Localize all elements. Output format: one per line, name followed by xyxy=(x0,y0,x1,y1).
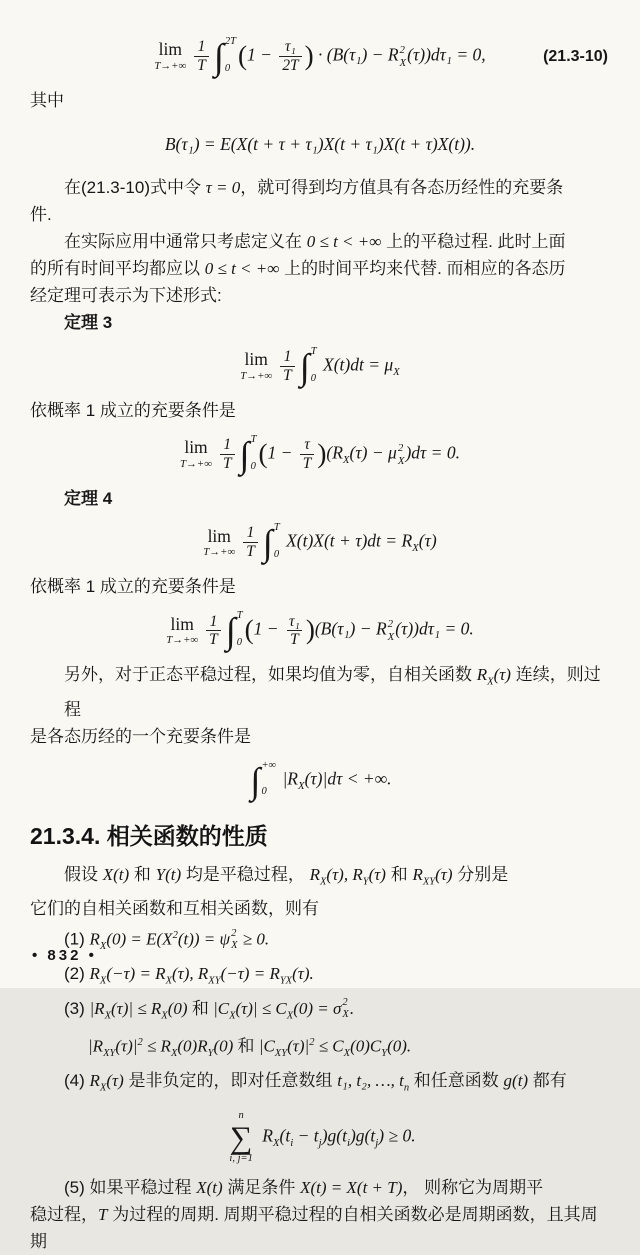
math-run: )g(t xyxy=(349,1125,376,1146)
fraction xyxy=(279,38,301,74)
sup-sub-stack xyxy=(231,928,237,952)
lower-limit: 0 xyxy=(236,636,243,648)
display-equation xyxy=(30,35,610,78)
superscript: 2 xyxy=(172,930,178,942)
math-run: (τ))dτ₁ = 0. xyxy=(395,618,474,639)
upper-limit: 2T xyxy=(224,36,236,47)
subscript: X xyxy=(161,1009,168,1021)
text-run: (2) xyxy=(64,964,90,984)
lower-limit: 0 xyxy=(250,460,256,472)
integral-operator xyxy=(300,345,317,388)
upper-limit: +∞ xyxy=(261,759,277,771)
subscript: X xyxy=(487,676,494,688)
math-run: (τ)|dτ < +∞. xyxy=(304,768,392,789)
property-item xyxy=(30,995,610,1029)
equation-body xyxy=(248,759,391,802)
subscript: i xyxy=(346,1137,350,1150)
text-run: 是非负定的，即对任意数组 xyxy=(123,1070,338,1090)
text-run: 和 xyxy=(191,998,209,1018)
subscript: X xyxy=(342,1009,349,1021)
text-run: 定理 4 xyxy=(64,489,113,509)
numerator: 1 xyxy=(283,348,292,366)
subscript: XY xyxy=(208,975,221,987)
math-run: X(t)X(t + τ)dt = R xyxy=(281,530,413,551)
fraction xyxy=(280,348,295,384)
subscript: Y xyxy=(207,1047,214,1059)
lower-limit: 0 xyxy=(310,372,317,384)
text-run: 它们的自相关函数和互相关函数，则有 xyxy=(30,899,319,919)
paragraph-line xyxy=(30,1201,610,1255)
limit-subscript: T→+∞ xyxy=(166,634,199,647)
equation-body xyxy=(166,609,474,652)
subscript: X xyxy=(319,876,327,888)
math-run: R xyxy=(476,665,488,685)
text-run: ，就可得到均方值具有各态历经性的充要条 xyxy=(240,178,564,198)
fraction xyxy=(243,524,258,560)
subscript: j xyxy=(318,1137,322,1150)
paragraph-line xyxy=(30,895,610,922)
limit-subscript: T→+∞ xyxy=(240,369,273,382)
superscript: 2 xyxy=(137,1036,143,1048)
limit-subscript: T→+∞ xyxy=(203,546,236,558)
superscript: 2 xyxy=(387,618,394,631)
math-run: (τ) − μ xyxy=(349,442,397,463)
display-equation xyxy=(30,609,610,652)
limit-word: lim xyxy=(207,525,231,546)
big-paren: ( xyxy=(244,614,254,645)
subscript: X xyxy=(297,779,305,792)
big-paren: ) xyxy=(304,40,314,71)
limit-word: lim xyxy=(158,39,182,60)
numerator: 1 xyxy=(223,436,232,454)
math-run: (τ) xyxy=(435,864,453,884)
display-equation xyxy=(30,123,610,165)
paragraph-line xyxy=(30,174,610,201)
text-run: 在(21.3-10)式中令 xyxy=(64,178,206,198)
text-run: 分别是 xyxy=(452,864,509,884)
lower-limit: 0 xyxy=(224,62,231,74)
math-run: . xyxy=(349,998,355,1018)
integral-operator xyxy=(226,609,243,652)
theorem-label xyxy=(30,485,610,512)
numerator: τ₁ xyxy=(288,612,300,630)
integral-operator xyxy=(214,35,236,78)
denominator: 2T xyxy=(279,56,301,75)
math-run: (0)R xyxy=(177,1036,208,1056)
math-run: (0) = E(X xyxy=(106,929,173,949)
math-run: (τ) xyxy=(493,665,511,685)
math-run: (0) = σ xyxy=(293,998,342,1018)
math-run: t₁, t₂, …, t xyxy=(337,1070,404,1090)
integral-sign: ∫ xyxy=(299,345,310,387)
equation-number: (21.3-10) xyxy=(543,47,608,65)
math-run: 1 − xyxy=(253,618,283,639)
numerator: 1 xyxy=(197,38,206,56)
upper-limit: T xyxy=(310,346,317,358)
summation-operator xyxy=(229,1110,252,1165)
math-run: (−τ) = R xyxy=(106,964,166,984)
denominator: T xyxy=(206,630,221,649)
display-equation xyxy=(30,759,610,802)
subscript: X xyxy=(99,1082,107,1094)
math-run: T xyxy=(98,1205,108,1225)
subscript: XY xyxy=(103,1047,116,1059)
superscript: 2 xyxy=(309,1036,315,1048)
superscript: 2 xyxy=(231,928,237,940)
numerator: τ xyxy=(304,436,310,454)
section-heading: 21.3.4. 相关函数的性质 xyxy=(30,822,268,849)
numerator: τ₁ xyxy=(285,38,296,56)
denominator: T xyxy=(220,454,235,473)
math-run: (τ)| xyxy=(287,1036,310,1056)
limit-word: lim xyxy=(244,349,268,370)
text-run: 都有 xyxy=(528,1070,567,1090)
subscript: X xyxy=(99,975,107,987)
fraction xyxy=(286,613,303,649)
math-run: R xyxy=(412,864,423,884)
integral-limits xyxy=(310,345,317,388)
integral-limits xyxy=(261,759,277,802)
math-run: − t xyxy=(293,1125,319,1146)
math-run: |C xyxy=(208,998,230,1018)
paragraph-line xyxy=(30,228,610,255)
integral-sign: ∫ xyxy=(239,434,250,475)
limit-operator xyxy=(203,525,236,558)
math-run: ≤ C xyxy=(314,1036,344,1056)
numerator: 1 xyxy=(246,524,255,542)
superscript: 2 xyxy=(399,44,405,57)
math-run: Y(t) xyxy=(155,864,182,884)
integral-sign: ∫ xyxy=(213,35,224,77)
text-run: 的所有时间平均都应以 xyxy=(30,259,205,279)
text-run: 件. xyxy=(30,205,52,225)
text-run: 依概率 1 成立的充要条件是 xyxy=(30,577,236,597)
math-run: )dτ = 0. xyxy=(405,442,460,463)
math-run: (τ)| xyxy=(115,1036,138,1056)
text-run: (5) 如果平稳过程 xyxy=(64,1178,197,1198)
fraction xyxy=(206,613,221,649)
math-run: |R xyxy=(89,998,105,1018)
paragraph-line xyxy=(30,282,610,309)
big-paren: ) xyxy=(305,614,315,645)
math-run: )g(t xyxy=(321,1125,347,1146)
text-run: 在实际应用中通常只考虑定义在 xyxy=(64,232,307,252)
equation-body xyxy=(165,134,475,155)
math-run: (0). xyxy=(387,1036,412,1056)
text-run: 其中 xyxy=(30,91,64,111)
equation-body xyxy=(203,521,436,564)
numerator: 1 xyxy=(209,612,218,630)
integral-sign: ∫ xyxy=(225,610,236,652)
subscript: X xyxy=(397,454,405,467)
limit-operator xyxy=(154,41,186,71)
subscript: X xyxy=(231,940,238,952)
display-equation xyxy=(30,521,610,564)
math-run: (R xyxy=(326,442,343,463)
math-run: · (B(τ₁) − R xyxy=(313,44,399,65)
integral-operator xyxy=(240,433,257,476)
superscript: 2 xyxy=(342,996,348,1008)
subscript: XY xyxy=(274,1047,288,1059)
lower-limit: i, j=1 xyxy=(229,1152,253,1164)
text-run: 假设 xyxy=(64,864,103,884)
limit-operator xyxy=(180,439,212,469)
text-run: 依概率 1 成立的充要条件是 xyxy=(30,401,236,421)
math-run: (t xyxy=(279,1125,291,1146)
math-run: g(t) xyxy=(503,1070,529,1090)
equation-body xyxy=(240,345,400,388)
math-run: (0) xyxy=(167,998,192,1018)
subscript: X xyxy=(342,454,350,467)
paragraph-line xyxy=(30,87,610,114)
sup-sub-stack xyxy=(388,618,395,643)
math-run: X(t)dt = μ xyxy=(318,354,394,375)
property-item xyxy=(30,1174,610,1201)
property-item xyxy=(30,1029,610,1067)
math-run: (t)) = ψ xyxy=(177,929,231,949)
integral-limits xyxy=(250,433,257,476)
integral-operator xyxy=(263,521,280,564)
math-run: (τ) xyxy=(368,864,386,884)
math-run: B(τ₁) = E(X(t + τ + τ₁)X(t + τ₁)X(t + τ)X(t)). xyxy=(164,133,476,154)
text-run: 定理 3 xyxy=(64,313,113,333)
math-run: X(t) xyxy=(196,1178,223,1198)
math-run: R xyxy=(257,1125,273,1146)
math-run: (0) xyxy=(213,1036,238,1056)
fraction xyxy=(194,38,209,74)
paragraph-line xyxy=(30,723,610,750)
math-run: |R xyxy=(278,768,298,789)
paragraph-line xyxy=(30,201,610,228)
sup-sub-stack xyxy=(342,997,348,1021)
text-run: (3) xyxy=(64,998,90,1018)
math-run: R xyxy=(89,929,100,949)
subscript: X xyxy=(387,630,395,643)
math-run: (τ). xyxy=(292,964,314,984)
lower-limit: 0 xyxy=(273,548,280,560)
sup-sub-stack xyxy=(398,442,405,467)
math-run: ≥ 0. xyxy=(238,929,270,949)
upper-limit: T xyxy=(273,522,280,534)
page-number: • 832 • xyxy=(32,947,97,964)
fraction xyxy=(220,436,235,472)
limit-subscript: T→+∞ xyxy=(154,59,187,72)
superscript: 2 xyxy=(397,442,404,455)
math-run: R xyxy=(89,1070,100,1090)
subscript: X xyxy=(393,366,400,379)
integral-limits xyxy=(273,521,280,564)
math-run: X(t) xyxy=(102,864,130,884)
property-item xyxy=(30,922,610,960)
math-run: (τ))dτ₁ = 0, xyxy=(407,44,486,65)
denominator: T xyxy=(287,630,302,649)
display-equation xyxy=(30,433,610,476)
subscript: X xyxy=(343,1047,351,1059)
upper-limit: n xyxy=(238,1110,244,1122)
integral-limits xyxy=(224,35,236,78)
text-run: 和 xyxy=(129,864,156,884)
text-run: 稳过程， xyxy=(30,1205,98,1225)
limit-word: lim xyxy=(170,613,194,634)
text-run: 均是平稳过程， xyxy=(181,864,310,884)
text-run: 是各态历经的一个充要条件是 xyxy=(30,726,251,746)
upper-limit: T xyxy=(250,434,257,446)
limit-word: lim xyxy=(184,437,208,458)
paragraph-line xyxy=(30,255,610,282)
math-run: 1 − xyxy=(267,442,297,463)
math-run: (−τ) = R xyxy=(220,964,280,984)
integral-operator xyxy=(250,759,276,802)
math-run: (τ), R xyxy=(326,864,363,884)
page-content xyxy=(30,35,610,1255)
lower-limit: 0 xyxy=(261,786,267,798)
text-run: 和 xyxy=(385,864,413,884)
subscript: X xyxy=(99,941,107,953)
subscript: X xyxy=(399,56,407,69)
integral-limits xyxy=(236,609,243,652)
property-item xyxy=(30,1067,610,1101)
text-run: (1) xyxy=(64,929,90,949)
paragraph-line xyxy=(30,573,610,600)
denominator: T xyxy=(300,454,315,473)
text-run: 满足条件 xyxy=(222,1178,301,1198)
subscript: n xyxy=(403,1082,410,1094)
text-run: 为过程的周期. 周期平稳过程的自相关函数必是周期函数，且其周期 xyxy=(30,1205,598,1252)
subscript: i xyxy=(290,1137,294,1150)
text-run: ， 则称它为周期平 xyxy=(402,1178,544,1198)
denominator: T xyxy=(243,542,258,561)
limit-subscript: T→+∞ xyxy=(180,457,212,470)
math-run: R xyxy=(89,964,100,984)
subscript: X xyxy=(170,1047,178,1059)
subscript: Y xyxy=(381,1047,388,1059)
sigma-sign: ∑ xyxy=(229,1119,253,1155)
text-run: 另外，对于正态平稳过程，如果均值为零，自相关函数 xyxy=(64,665,477,685)
equation-body xyxy=(224,1110,415,1165)
math-run: τ = 0 xyxy=(205,178,241,198)
text-run: 上的平稳过程. 此时上面 xyxy=(381,232,566,252)
math-run: (τ) xyxy=(418,530,437,551)
math-run: 0 ≤ t < +∞ xyxy=(204,259,280,279)
paragraph-line xyxy=(30,397,610,424)
subscript: X xyxy=(412,542,419,555)
text-run: 经定理可表示为下述形式: xyxy=(30,286,222,306)
subscript: X xyxy=(286,1009,294,1021)
text-run: 和 xyxy=(237,1036,255,1056)
subscript: X xyxy=(272,1137,280,1150)
equation-body xyxy=(180,433,460,476)
denominator: T xyxy=(194,56,209,75)
integral-sign: ∫ xyxy=(262,522,273,564)
fraction xyxy=(300,436,315,472)
text-run: (4) xyxy=(64,1070,90,1090)
display-equation xyxy=(30,1110,610,1165)
math-run: 0 ≤ t < +∞ xyxy=(306,232,382,252)
big-paren: ( xyxy=(237,40,248,71)
subscript: XY xyxy=(422,876,436,888)
paragraph-line xyxy=(30,661,610,722)
subscript: X xyxy=(229,1009,236,1021)
math-run: ) ≥ 0. xyxy=(378,1125,416,1146)
theorem-label xyxy=(30,309,610,336)
text-run: 和任意函数 xyxy=(409,1070,504,1090)
integral-sign: ∫ xyxy=(250,759,261,801)
display-equation xyxy=(30,345,610,388)
subscript: j xyxy=(375,1137,379,1150)
big-paren: ( xyxy=(258,438,268,469)
math-run: (B(τ₁) − R xyxy=(314,618,387,639)
math-run: ≤ R xyxy=(142,1036,171,1056)
property-item xyxy=(30,960,610,994)
subscript: YX xyxy=(279,975,293,987)
math-run: (τ), R xyxy=(172,964,209,984)
math-run: X(t) = X(t + T) xyxy=(300,1178,403,1198)
paragraph-line xyxy=(30,861,610,895)
limit-operator xyxy=(166,613,199,647)
math-run: 1 − xyxy=(247,44,277,65)
math-run: (τ)| ≤ C xyxy=(235,998,287,1018)
math-run: |R xyxy=(88,1036,104,1056)
denominator: T xyxy=(280,366,295,385)
text-run: 连续，则过程 xyxy=(64,665,601,719)
subscript: X xyxy=(104,1009,111,1021)
math-run: R xyxy=(309,864,320,884)
text-run: 上的时间平均来代替. 而相应的各态历 xyxy=(279,259,566,279)
math-run: (0)C xyxy=(350,1036,382,1056)
upper-limit: T xyxy=(236,610,243,622)
math-run: (τ)| ≤ R xyxy=(111,998,162,1018)
subscript: X xyxy=(165,975,172,987)
equation-body xyxy=(154,35,485,78)
limit-operator xyxy=(240,351,272,381)
sup-sub-stack xyxy=(400,44,407,69)
big-paren: ) xyxy=(317,438,327,469)
math-run: (τ) xyxy=(106,1070,124,1090)
math-run: |C xyxy=(254,1036,275,1056)
subscript: Y xyxy=(362,876,369,888)
